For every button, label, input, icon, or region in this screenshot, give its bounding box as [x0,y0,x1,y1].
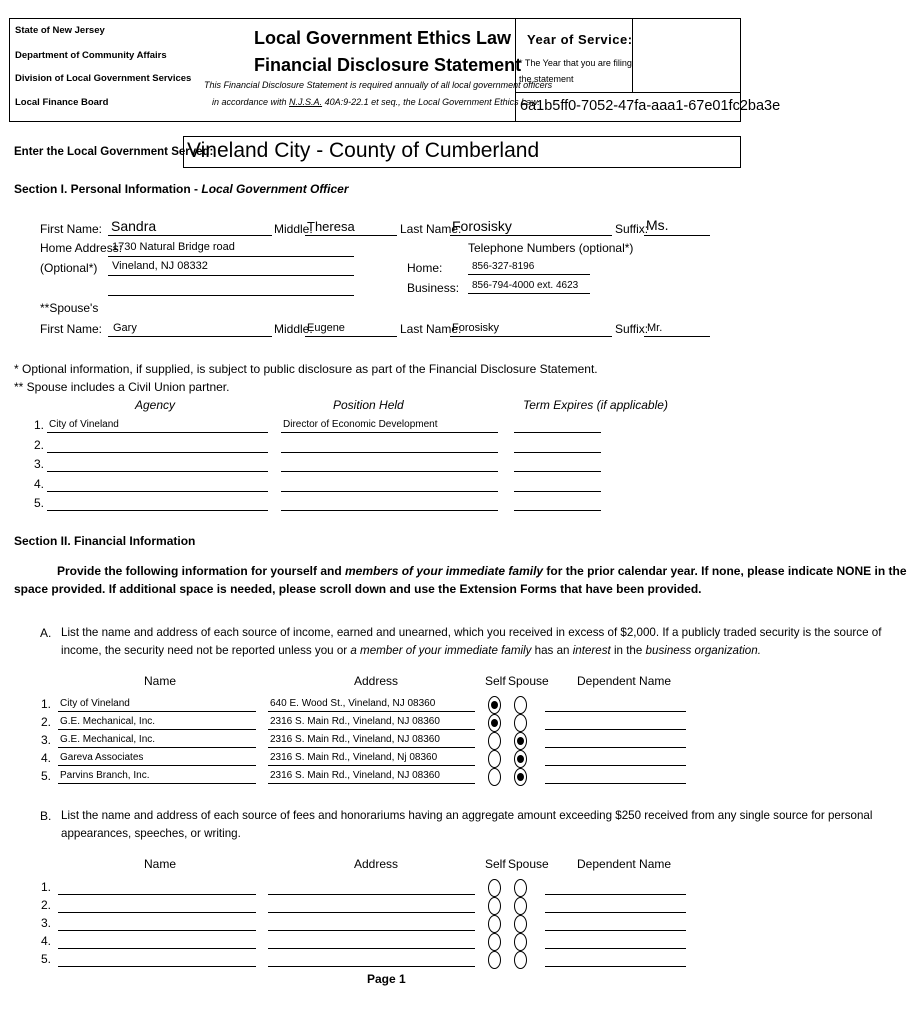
spouse-last-name-label: Last Name: [400,322,462,336]
first-name-field[interactable] [108,235,272,236]
source-address-value: 2316 S. Main Rd., Vineland, NJ 08360 [270,770,440,781]
spouse-last-name-value: Forosisky [452,322,500,334]
source-address-field[interactable] [268,783,475,784]
dependent-name-field[interactable] [545,948,686,949]
dependent-name-field[interactable] [545,729,686,730]
b-address-header: Address [354,857,399,871]
spouse-radio[interactable] [514,768,527,786]
part-a-text-2: income, the security need not be reported unless you or a member of your immediate family has an interest in the business organization. [61,644,761,657]
spouse-middle-value: Eugene [307,322,345,334]
header-note-2: in accordance with N.J.S.A. 40A:9-22.1 et seq., the Local Government Ethics Law. [212,97,540,107]
self-radio[interactable] [488,714,501,732]
last-name-label: Last Name: [400,222,462,236]
spouse-radio[interactable] [514,714,527,732]
section2-intro-1: Provide the following information for yourself and members of your immediate family for the prior calendar year. If none, please indicate NONE in the [57,564,907,578]
spouse-radio[interactable] [514,897,527,915]
source-name-field[interactable] [58,747,256,748]
spouse-radio[interactable] [514,732,527,750]
dependent-name-field[interactable] [545,966,686,967]
source-address-field[interactable] [268,894,475,895]
last-name-field[interactable] [450,235,612,236]
header-board: Local Finance Board [15,97,109,108]
self-radio[interactable] [488,897,501,915]
spouse-first-name-value: Gary [113,322,137,334]
position-field[interactable] [281,510,498,511]
source-name-value: G.E. Mechanical, Inc. [60,734,156,745]
spouse-radio[interactable] [514,750,527,768]
form-title-2: Financial Disclosure Statement [254,55,522,75]
spouse-middle-label: Middle: [274,322,313,336]
source-name-field[interactable] [58,711,256,712]
source-name-value: Parvins Branch, Inc. [60,770,150,781]
section2-heading: Section II. Financial Information [14,534,196,548]
source-row-number: 4. [41,934,52,948]
self-radio[interactable] [488,915,501,933]
address-line-1[interactable] [108,256,354,257]
dependent-name-field[interactable] [545,912,686,913]
header-note-1: This Financial Disclosure Statement is required annually of all local government officers [204,80,553,90]
section2-intro-2: space provided. If additional space is needed, please scroll down and use the Extension Forms that have been provided. [14,582,702,596]
header-division: Division of Local Government Services [15,73,192,84]
section1-heading: Section I. Personal Information - Local Government Officer [14,182,349,196]
spouse-suffix-label: Suffix: [615,322,649,336]
year-label: Year of Service: [527,32,633,47]
part-b-text-2: appearances, speeches, or writing. [61,827,241,840]
self-radio[interactable] [488,732,501,750]
position-field[interactable] [281,471,498,472]
agency-row-number: 3. [34,457,45,471]
agency-field[interactable] [47,491,268,492]
agency-field[interactable] [47,471,268,472]
agency-column-header: Agency [135,398,176,412]
agency-row-number: 4. [34,476,45,491]
home-address-label: Home Address: [40,241,123,255]
year-divider [515,92,741,93]
spouse-last-name-field[interactable] [450,336,612,337]
source-address-value: 640 E. Wood St., Vineland, NJ 08360 [270,698,436,709]
part-a-letter: A. [40,626,52,640]
spouse-radio[interactable] [514,933,527,951]
home-phone-value: 856-327-8196 [472,261,535,272]
spouse-middle-field[interactable] [305,336,397,337]
address-line-1-value: 1730 Natural Bridge road [112,241,235,253]
year-note-2: the statement [519,74,574,84]
part-b-text-1: List the name and address of each source of fees and honorariums having an aggregate amount exceeding $250 received from any single source for personal [61,809,873,822]
spouse-suffix-value: Mr. [647,322,663,334]
document-id: 6a1b5ff0-7052-47fa-aaa1-67e01fc2ba3e [520,98,781,114]
b-self-header: Self [485,857,506,871]
header-dept: Department of Community Affairs [15,50,167,61]
source-name-field[interactable] [58,729,256,730]
source-name-field[interactable] [58,894,256,895]
source-name-field[interactable] [58,966,256,967]
suffix-label: Suffix: [615,222,649,236]
self-radio[interactable] [488,951,501,969]
self-radio[interactable] [488,696,501,714]
self-radio[interactable] [488,750,501,768]
optional-note: * Optional information, if supplied, is subject to public disclosure as part of the Financial Disclosure Statement. [14,362,598,376]
source-row-number: 1. [41,880,52,894]
source-name-value: G.E. Mechanical, Inc. [60,716,156,727]
source-address-field[interactable] [268,948,475,949]
source-row-number: 2. [41,715,52,729]
position-field[interactable] [281,491,498,492]
agency-field[interactable] [47,452,268,453]
dependent-name-field[interactable] [545,711,686,712]
first-name-value: Sandra [111,218,157,234]
business-phone-label: Business: [407,281,460,295]
source-address-field[interactable] [268,729,475,730]
source-row-number: 4. [41,751,52,765]
dependent-name-field[interactable] [545,930,686,931]
position-column-header: Position Held [333,398,404,412]
dependent-name-field[interactable] [545,894,686,895]
b-dependent-header: Dependent Name [577,857,672,871]
source-name-field[interactable] [58,783,256,784]
telephone-heading: Telephone Numbers (optional*) [468,241,634,255]
source-address-field[interactable] [268,912,475,913]
source-address-field[interactable] [268,966,475,967]
spouse-radio[interactable] [514,951,527,969]
source-address-field[interactable] [268,747,475,748]
dependent-name-field[interactable] [545,783,686,784]
b-spouse-header: Spouse [508,857,549,871]
source-row-number: 3. [41,916,52,930]
position-field[interactable] [281,452,498,453]
agency-value: City of Vineland [49,419,119,430]
form-title-1: Local Government Ethics Law [254,28,512,48]
page-number: Page 1 [367,972,406,986]
source-name-value: Gareva Associates [60,752,144,763]
header-state: State of New Jersey [15,25,105,36]
source-row-number: 2. [41,898,52,912]
term-field[interactable] [514,471,601,472]
source-row-number: 5. [41,952,52,966]
source-address-value: 2316 S. Main Rd., Vineland, NJ 08360 [270,734,440,745]
spouse-first-name-label: First Name: [40,322,103,336]
middle-name-label: Middle: [274,222,313,236]
term-field[interactable] [514,432,601,433]
business-phone-field[interactable] [468,293,590,294]
optional-label: (Optional*) [40,261,98,275]
source-name-field[interactable] [58,948,256,949]
spouse-radio[interactable] [514,696,527,714]
agency-row-number: 1. [34,418,45,432]
address-line-2[interactable] [108,275,354,276]
a-dependent-header: Dependent Name [577,674,672,688]
middle-name-field[interactable] [305,235,397,236]
agency-row-number: 5. [34,496,45,510]
a-self-header: Self [485,674,506,688]
address-line-3[interactable] [108,295,354,296]
home-phone-label: Home: [407,261,443,275]
a-name-header: Name [144,674,177,688]
source-address-value: 2316 S. Main Rd., Vineland, Nj 08360 [270,752,438,763]
source-name-value: City of Vineland [60,698,130,709]
middle-name-value: Theresa [307,219,355,234]
suffix-field[interactable] [644,235,710,236]
a-spouse-header: Spouse [508,674,549,688]
spouse-radio[interactable] [514,915,527,933]
agency-row-number: 2. [34,437,45,452]
term-field[interactable] [514,452,601,453]
source-name-field[interactable] [58,930,256,931]
self-radio[interactable] [488,768,501,786]
spouse-first-name-field[interactable] [108,336,272,337]
spouse-label: **Spouse's [40,301,99,315]
source-address-value: 2316 S. Main Rd., Vineland, NJ 08360 [270,716,440,727]
agency-field[interactable] [47,432,268,433]
source-row-number: 5. [41,769,52,783]
agency-field[interactable] [47,510,268,511]
self-radio[interactable] [488,879,501,897]
dependent-name-field[interactable] [545,765,686,766]
term-field[interactable] [514,491,601,492]
last-name-value: Forosisky [452,218,512,234]
position-value: Director of Economic Development [283,419,438,430]
part-b-letter: B. [40,809,52,823]
home-phone-field[interactable] [468,274,590,275]
served-value: Vineland City - County of Cumberland [187,139,540,162]
spouse-radio[interactable] [514,879,527,897]
business-phone-value: 856-794-4000 ext. 4623 [472,280,579,291]
part-a-text-1: List the name and address of each source of income, earned and unearned, which you received in excess of $2,000. If a publicly traded security is the source of [61,626,882,639]
source-address-field[interactable] [268,711,475,712]
b-name-header: Name [144,857,177,871]
term-field[interactable] [514,510,601,511]
source-address-field[interactable] [268,765,475,766]
source-row-number: 1. [41,697,52,711]
position-field[interactable] [281,432,498,433]
spouse-note: ** Spouse includes a Civil Union partner. [14,380,230,394]
spouse-suffix-field[interactable] [644,336,710,337]
served-label: Enter the Local Government Served: [14,146,214,158]
a-address-header: Address [354,674,399,688]
year-note-1: * The Year that you are filing [519,58,632,68]
source-row-number: 3. [41,733,52,747]
source-name-field[interactable] [58,912,256,913]
self-radio[interactable] [488,933,501,951]
address-line-2-value: Vineland, NJ 08332 [112,260,208,272]
first-name-label: First Name: [40,222,103,236]
dependent-name-field[interactable] [545,747,686,748]
term-column-header: Term Expires (if applicable) [523,398,668,412]
year-input[interactable] [636,22,736,88]
source-name-field[interactable] [58,765,256,766]
source-address-field[interactable] [268,930,475,931]
suffix-value: Ms. [646,217,669,233]
